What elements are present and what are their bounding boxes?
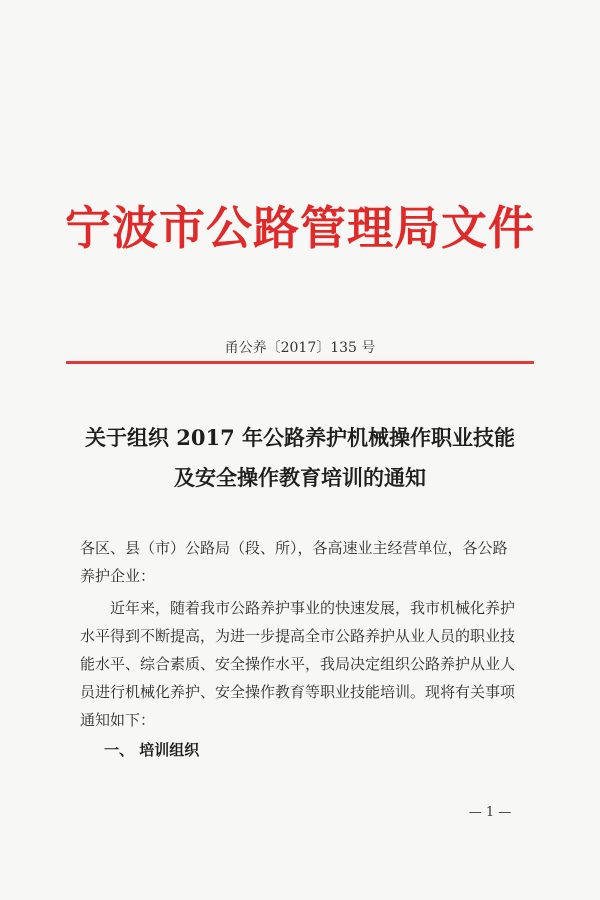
page-number: — 1 — — [468, 805, 512, 820]
document-title-line-2: 及安全操作教育培训的通知 — [174, 465, 426, 490]
red-divider-line — [66, 361, 534, 364]
body-line: 近年来，随着我市公路养护事业的快速发展，我市机械化养护 — [80, 599, 516, 617]
document-title-line-1: 关于组织 2017 年公路养护机械操作职业技能 — [84, 425, 516, 450]
body-line: 水平得到不断提高，为进一步提高全市公路养护从业人员的职业技 — [80, 627, 516, 645]
section-heading: 一、 培训组织 — [104, 741, 200, 759]
body-line: 员进行机械化养护、安全操作教育等职业技能培训。现将有关事项 — [80, 683, 516, 701]
document-number: 甬公养〔2017〕135 号 — [224, 340, 376, 356]
body-line: 养护企业： — [80, 567, 156, 585]
body-line: 各区、县（市）公路局（段、所），各高速业主经营单位，各公路 — [80, 539, 508, 557]
body-line: 能水平、综合素质、安全操作水平，我局决定组织公路养护从业人 — [80, 655, 516, 673]
body-line: 通知如下： — [80, 711, 156, 729]
document-masthead: 宁波市公路管理局文件 — [65, 201, 535, 255]
